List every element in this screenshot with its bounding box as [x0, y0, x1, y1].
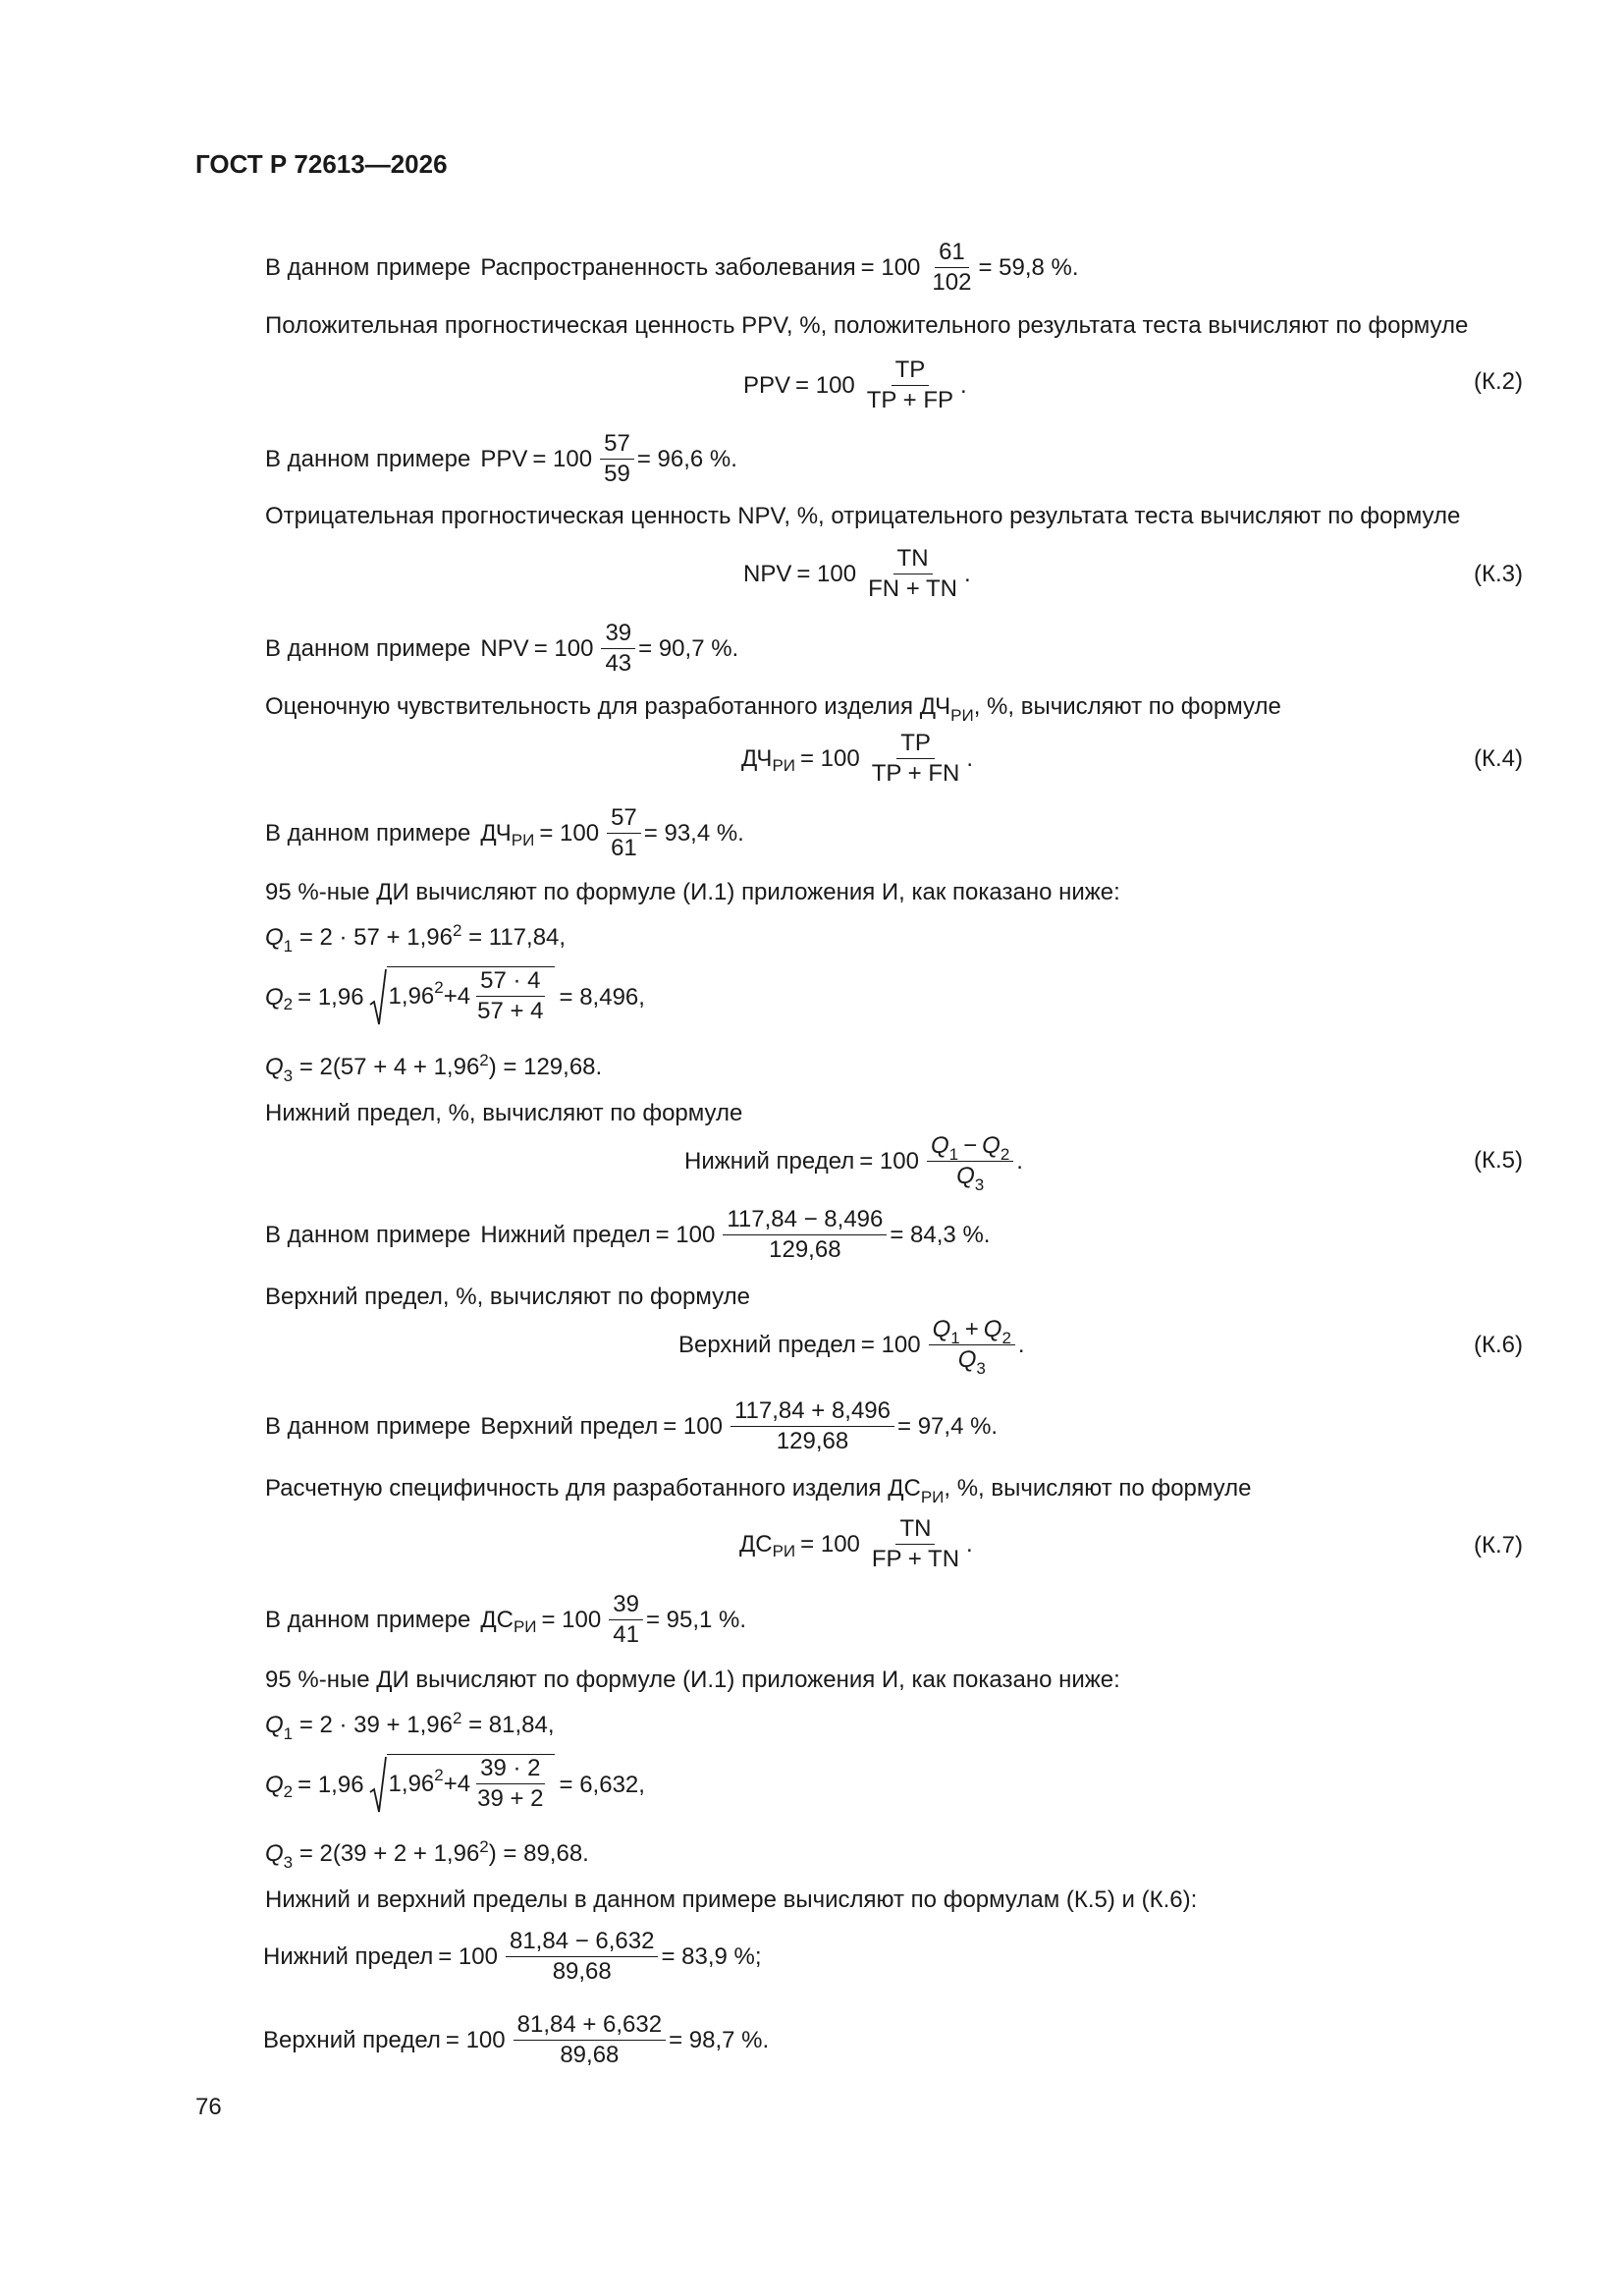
- fraction: $\frac{61}{102}$: [932, 239, 972, 296]
- radical-icon: [369, 967, 387, 1028]
- fraction: $\frac{TP}{TP + FP}$: [866, 356, 954, 413]
- q2-formula-1: Q 2 = 1,96 1,96 2 +4 $\frac{57 \cdot 4}{57 + 4}$ = 8,496,: [265, 967, 650, 1028]
- formula-k2: PPV = 100 $\frac{TP}{TP + FP}$ .: [743, 356, 967, 413]
- formula-k7: ДС РИ = 100 $\frac{TN}{FP + TN}$ .: [739, 1515, 973, 1572]
- equation-label-k2: (К.2): [1474, 368, 1523, 395]
- fraction: $\frac{57}{61}$: [607, 806, 641, 860]
- document-header: ГОСТ Р 72613—2026: [195, 149, 448, 179]
- page-number: 76: [195, 2094, 222, 2120]
- prevalence-term: Распространенность заболевания: [480, 253, 856, 281]
- lower-intro: Нижний предел, %, вычисляют по формуле: [265, 1100, 743, 1126]
- q2-formula-2: Q 2 = 1,96 1,96 2 +4 $\frac{39 \cdot 2}{39 + 2}$ = 6,632,: [265, 1755, 650, 1816]
- radical-icon: [369, 1755, 387, 1816]
- equation-label-k6: (К.6): [1474, 1332, 1523, 1358]
- fraction: $\frac{117,84 + 8,496}{129,68}$: [730, 1399, 894, 1453]
- fraction: $\frac{39}{43}$: [601, 622, 635, 676]
- fraction: $\frac{TP}{TP + FN}$: [871, 730, 960, 787]
- fraction: $\frac{81,84 - 6,632}{89,68}$: [506, 1930, 658, 1984]
- q3-formula-1: $Q_3 = 2(57 + 4 + 1,96^2) = 129,68$.: [265, 1051, 603, 1085]
- equation-label-k7: (К.7): [1474, 1532, 1523, 1558]
- equation-label-k4: (К.4): [1474, 745, 1523, 772]
- sensitivity-intro: Оценочную чувствительность для разработанного изделия $ДЧ_{РИ}$, %, вычисляют по формуле: [265, 693, 1281, 725]
- upper-example-2: Верхний предел = 100 $\frac{81,84 + 6,632}{89,68}$ = 98,7 %.: [263, 2011, 770, 2068]
- times-hundred: = 100: [860, 253, 921, 281]
- npv-intro: Отрицательная прогностическая ценность NPV, %, отрицательного результата теста вычисляют по формуле: [265, 503, 1461, 529]
- q3-formula-2: $Q_3 = 2(39 + 2 + 1,96^2) = 89,68$.: [265, 1837, 589, 1872]
- formula-k3: NPV = 100 $\frac{TN}{FN + TN}$ .: [743, 545, 971, 602]
- fraction: $\frac{117,84 - 8,496}{129,68}$: [723, 1208, 887, 1262]
- ci-intro-1: 95 %-ные ДИ вычисляют по формуле (И.1) приложения И, как показано ниже:: [265, 879, 1120, 905]
- fraction: $\frac{57 \cdot 4}{57 + 4}$: [477, 967, 544, 1024]
- fraction: $\frac{Q_1 - Q_2}{Q_3}$: [927, 1134, 1013, 1188]
- lower-example-2: Нижний предел = 100 $\frac{81,84 - 6,632}{89,68}$ = 83,9 %;: [263, 1928, 762, 1985]
- equation-label-k3: (К.3): [1474, 561, 1523, 587]
- specificity-intro: Расчетную специфичность для разработанного изделия $ДС_{РИ}$, %, вычисляют по формуле: [265, 1475, 1252, 1506]
- sensitivity-example: В данном примере ДЧ РИ = 100 $\frac{57}{61}$ = 93,4 %.: [265, 804, 744, 861]
- ppv-intro: Положительная прогностическая ценность PPV, %, положительного результата теста вычисляют по формуле: [265, 312, 1469, 339]
- ci-intro-2: 95 %-ные ДИ вычисляют по формуле (И.1) приложения И, как показано ниже:: [265, 1667, 1120, 1693]
- square-root: 1,96 2 +4 $\frac{57 \cdot 4}{57 + 4}$: [369, 967, 555, 1028]
- result: = 59,8 %.: [978, 253, 1079, 281]
- lower-example-1: В данном примере Нижний предел = 100 $\frac{117,84 - 8,496}{129,68}$ = 84,3 %.: [265, 1206, 991, 1263]
- ppv-example: В данном примере PPV = 100 $\frac{57}{59}$ = 96,6 %.: [265, 430, 737, 487]
- specificity-example: В данном примере ДС РИ = 100 $\frac{39}{41}$ = 95,1 %.: [265, 1591, 747, 1648]
- fraction: $\frac{39}{41}$: [609, 1593, 643, 1647]
- fraction: $\frac{57}{59}$: [600, 432, 634, 486]
- formula-k4: ДЧ РИ = 100 $\frac{TP}{TP + FN}$ .: [741, 730, 973, 787]
- fraction: $\frac{81,84 + 6,632}{89,68}$: [514, 2013, 666, 2067]
- limits-intro: Нижний и верхний пределы в данном примере вычисляют по формулам (К.5) и (К.6):: [265, 1886, 1198, 1913]
- upper-intro: Верхний предел, %, вычисляют по формуле: [265, 1284, 750, 1310]
- upper-example-1: В данном примере Верхний предел = 100 $\frac{117,84 + 8,496}{129,68}$ = 97,4 %.: [265, 1397, 999, 1454]
- fraction: $\frac{TN}{FN + TN}$: [868, 545, 957, 602]
- fraction: $\frac{Q_1 + Q_2}{Q_3}$: [929, 1318, 1015, 1372]
- q1-formula-1: $Q_1 = 2 \cdot 57 + 1,96^2 = 117,84$,: [265, 921, 567, 956]
- square-root: 1,96 2 +4 $\frac{39 \cdot 2}{39 + 2}$: [369, 1755, 555, 1816]
- example-label: В данном примере: [265, 253, 471, 281]
- equation-label-k5: (К.5): [1474, 1147, 1523, 1174]
- formula-k5: Нижний предел = 100 $\frac{Q_1 - Q_2}{Q_3}$ .: [684, 1132, 1023, 1194]
- prevalence-example: [265, 241, 1079, 295]
- fraction: $\frac{TN}{FP + TN}$: [871, 1515, 960, 1572]
- q1-formula-2: $Q_1 = 2 \cdot 39 + 1,96^2 = 81,84$,: [265, 1709, 555, 1743]
- fraction: $\frac{39 \cdot 2}{39 + 2}$: [477, 1755, 544, 1812]
- npv-example: В данном примере NPV = 100 $\frac{39}{43}$ = 90,7 %.: [265, 620, 739, 677]
- formula-k6: Верхний предел = 100 $\frac{Q_1 + Q_2}{Q_3}$ .: [678, 1316, 1025, 1378]
